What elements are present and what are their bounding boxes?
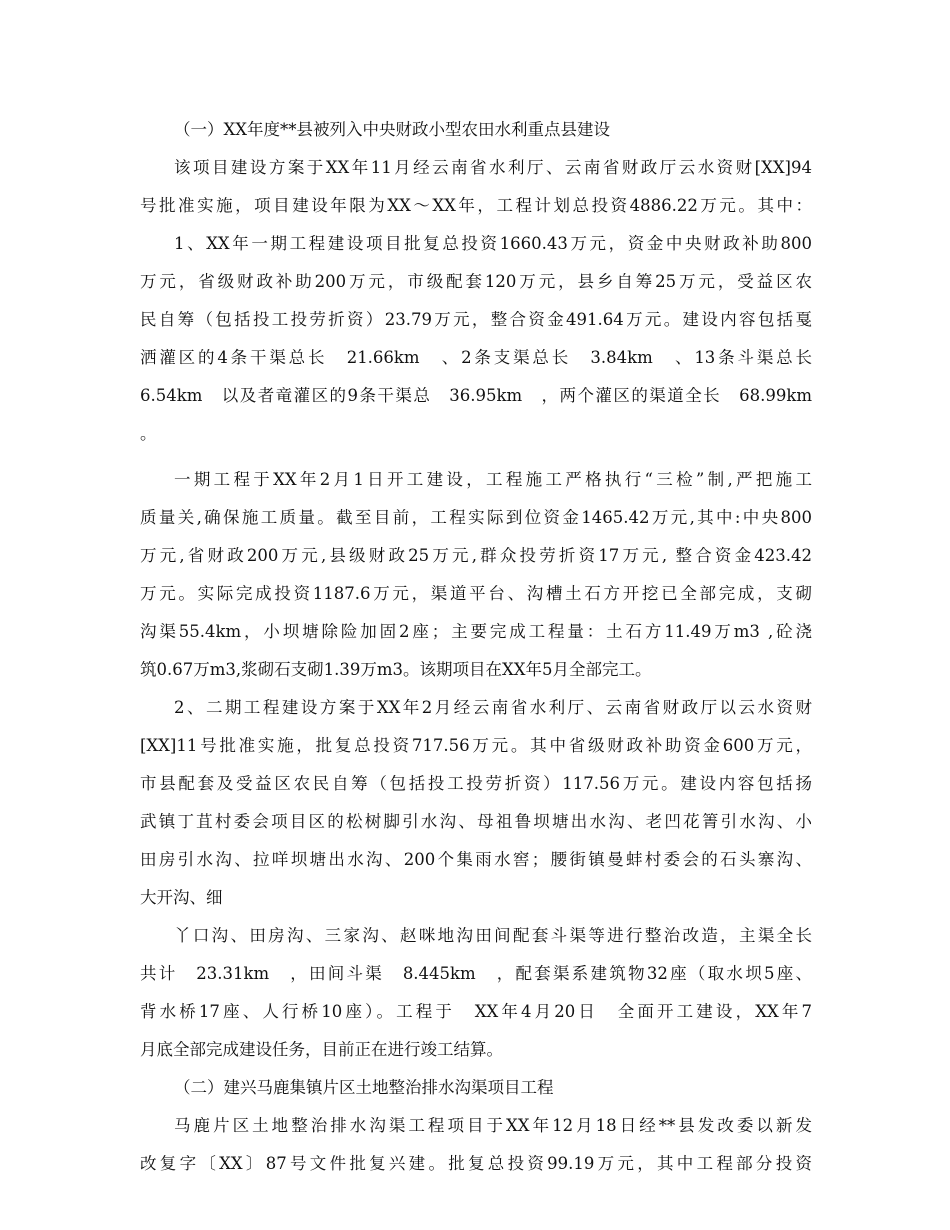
text-line: 该项目建设方案于XX年11月经云南省水利厅、云南省财政厅云水资财[XX]94 — [174, 158, 812, 177]
heading-section-1: （一）XX年度**县被列入中央财政小型农田水利重点县建设 — [174, 120, 610, 139]
text-line: 2、二期工程建设方案于XX年2月经云南省水利厅、云南省财政厅以云水资财 — [174, 698, 812, 717]
text-line: 民自筹（包括投工投劳折资）23.79万元，整合资金491.64万元。建设内容包括戛 — [140, 310, 812, 329]
text-line: 1、XX年一期工程建设项目批复总投资1660.43万元，资金中央财政补助800 — [174, 234, 812, 253]
text-line: 6.54km 以及者竜灌区的9条干渠总 36.95km ，两个灌区的渠道全长 68.99km — [140, 386, 812, 405]
text-line: 马鹿片区土地整治排水沟渠工程项目于XX年12月18日经**县发改委以新发 — [174, 1116, 812, 1135]
text-line: 号批准实施，项目建设年限为XX～XX年，工程计划总投资4886.22万元。其中： — [140, 196, 812, 215]
text-line: 洒灌区的4条干渠总长 21.66km 、2条支渠总长 3.84km 、13条斗渠总长 — [140, 348, 812, 367]
text-line: 万元。实际完成投资1187.6万元，渠道平台、沟槽土石方开挖已全部完成，支砌 — [140, 584, 812, 603]
text-line: 大开沟、细 — [140, 888, 223, 907]
text-line: 万元，省级财政补助200万元，市级配套120万元，县乡自筹25万元，受益区农 — [140, 272, 812, 291]
text-line: 月底全部完成建设任务，目前正在进行竣工结算。 — [140, 1040, 503, 1059]
text-line: 改复字〔XX〕87号文件批复兴建。批复总投资99.19万元，其中工程部分投资 — [140, 1154, 812, 1173]
text-line: 一期工程于XX年2月1日开工建设，工程施工严格执行“三检”制,严把施工 — [174, 470, 812, 489]
text-line: 武镇丁苴村委会项目区的松树脚引水沟、母祖鲁坝塘出水沟、老凹花箐引水沟、小 — [140, 812, 812, 831]
text-line: 质量关,确保施工质量。截至目前，工程实际到位资金1465.42万元,其中:中央800 — [140, 508, 812, 527]
text-line: 背水桥17座、人行桥10座）。工程于 XX年4月20日 全面开工建设，XX年7 — [140, 1002, 812, 1021]
text-line: [XX]11号批准实施，批复总投资717.56万元。其中省级财政补助资金600万元， — [140, 736, 812, 755]
text-line: 万元,省财政200万元,县级财政25万元,群众投劳折资17万元, 整合资金423.42 — [140, 546, 812, 565]
heading-section-2: （二）建兴马鹿集镇片区土地整治排水沟渠项目工程 — [174, 1078, 554, 1097]
text-line: 共计 23.31km ，田间斗渠 8.445km ，配套渠系建筑物32座（取水坝5座、 — [140, 964, 812, 983]
text-line: 沟渠55.4km，小坝塘除险加固2座；主要完成工程量：土石方11.49万m3 ,砼浇 — [140, 622, 812, 641]
text-line: 田房引水沟、拉咩坝塘出水沟、200个集雨水窖；腰街镇曼蚌村委会的石头寨沟、 — [140, 850, 812, 869]
text-line: 。 — [140, 424, 157, 443]
text-line: 市县配套及受益区农民自筹（包括投工投劳折资）117.56万元。建设内容包括扬 — [140, 774, 812, 793]
text-line: 丫口沟、田房沟、三家沟、赵咪地沟田间配套斗渠等进行整治改造，主渠全长 — [174, 926, 812, 945]
text-line: 筑0.67万m3,浆砌石支砌1.39万m3。该期项目在XX年5月全部完工。 — [140, 660, 652, 679]
